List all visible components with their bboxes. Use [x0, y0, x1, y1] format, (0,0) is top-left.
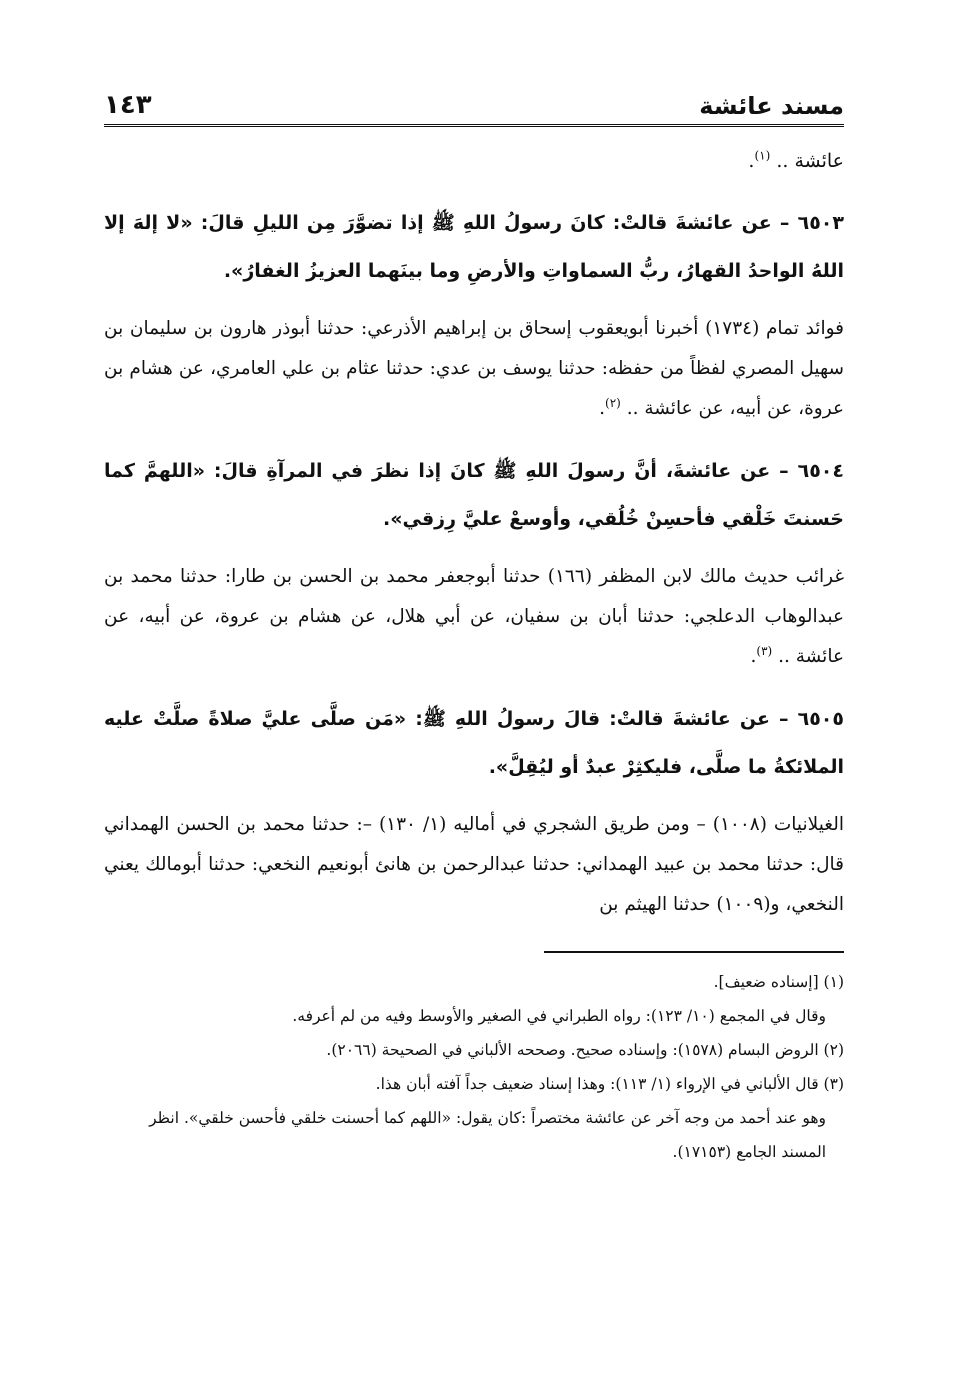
footnote-1: (١) [إسناده ضعيف]. — [713, 973, 844, 991]
hadith-6503: ٦٥٠٣ – عن عائشةَ قالتْ: كانَ رسولُ اللهِ ﷺ إذا تضوَّرَ مِن الليلِ قالَ: «لا إلهَ إلا اللهُ الواحدُ القهارُ، ربُّ السماواتِ والأرضِ وما بينَهما العزيزُ الغفارُ». — [104, 212, 844, 282]
footnotes — [104, 965, 844, 1169]
continuation-words: عائشة .. — [776, 150, 844, 172]
source-6503: فوائد تمام (١٧٣٤) أخبرنا أبويعقوب إسحاق بن إبراهيم الأذرعي: حدثنا أبوذر هارون بن سليمان بن سهيل المصري لفظاً من حفظه: حدثنا يوسف بن عدي: حدثنا عثام بن علي العامري، عن هشام بن عروة، عن أبيه، عن عائشة .. $^{(٢)}$. — [104, 318, 844, 419]
source-text: الغيلانيات (١٠٠٨) – ومن طريق الشجري في أماليه (١/ ١٣٠) –: حدثنا محمد بن الحسن الهمداني قال: حدثنا محمد بن عبيد الهمداني: حدثنا عبدالرحمن بن هانئ أبونعيم النخعي: حدثنا أبومالك يعني النخعي، و(١٠٠٩) حدثنا الهيثم بن — [104, 814, 844, 915]
period: . — [748, 150, 755, 172]
source-6505 — [104, 805, 844, 925]
footnote-2: (٢) الروض البسام (١٥٧٨): وإسناده صحيح. وصححه الألباني في الصحيحة (٢٠٦٦). — [326, 1041, 844, 1059]
source-6504: غرائب حديث مالك لابن المظفر (١٦٦) حدثنا أبوجعفر محمد بن الحسن بن طارا: حدثنا محمد بن عبدالوهاب الدعلجي: حدثنا أبان بن سفيان، عن أبي هلال، عن هشام بن عروة، عن أبيه، عن عائشة .. $^{(٣)}$. — [104, 566, 844, 667]
footnote-3-detail: وهو عند أحمد من وجه آخر عن عائشة مختصراً :كان يقول: «اللهم كما أحسنت خلقي فأحسن خلقي». انظر المسند الجامع (١٧١٥٣). — [149, 1109, 826, 1161]
footnote-ref-3: (٣) — [756, 643, 773, 658]
footnote-divider — [544, 951, 844, 953]
source-text: فوائد تمام (١٧٣٤) أخبرنا أبويعقوب إسحاق بن إبراهيم الأذرعي: حدثنا أبوذر هارون بن سليمان بن سهيل المصري لفظاً من حفظه: حدثنا يوسف بن عدي: حدثنا عثام بن علي العامري، عن هشام بن عروة، عن أبيه، عن عائشة .. — [104, 318, 844, 419]
page-header — [104, 78, 844, 127]
footnote-ref-2: (٢) — [605, 395, 621, 410]
hadith-6504: ٦٥٠٤ – عن عائشةَ، أنَّ رسولَ اللهِ ﷺ كانَ إذا نظرَ في المرآةِ قالَ: «اللهمَّ كما حَسنتَ خَلْقي فأحسِنْ خُلُقي، وأوسعْ عليَّ رِزقي». — [104, 460, 844, 530]
hadith-6505: ٦٥٠٥ – عن عائشةَ قالتْ: قالَ رسولُ اللهِ ﷺ: «مَن صلَّى عليَّ صلاةً صلَّتْ عليه الملائكةُ ما صلَّى، فليكثِرْ عبدٌ أو ليُقِلَّ». — [104, 708, 844, 778]
footnote-1-detail: وقال في المجمع (١٠/ ١٢٣): رواه الطبراني في الصغير والأوسط وفيه من لم أعرفه. — [292, 1007, 826, 1025]
book-page — [104, 78, 844, 1169]
continuation-text — [104, 141, 844, 181]
source-text: غرائب حديث مالك لابن المظفر (١٦٦) حدثنا أبوجعفر محمد بن الحسن بن طارا: حدثنا محمد بن عبدالوهاب الدعلجي: حدثنا أبان بن سفيان، عن أبي هلال، عن هشام بن عروة، عن أبيه، عن عائشة .. — [104, 566, 844, 667]
page-number: ١٤٣ — [104, 90, 152, 120]
running-title: مسند عائشة — [699, 92, 844, 120]
footnote-ref-1: (١) — [754, 148, 771, 163]
footnote-3: (٣) قال الألباني في الإرواء (١/ ١١٣): وهذا إسناد ضعيف جداً آفته أبان هذا. — [375, 1075, 844, 1093]
